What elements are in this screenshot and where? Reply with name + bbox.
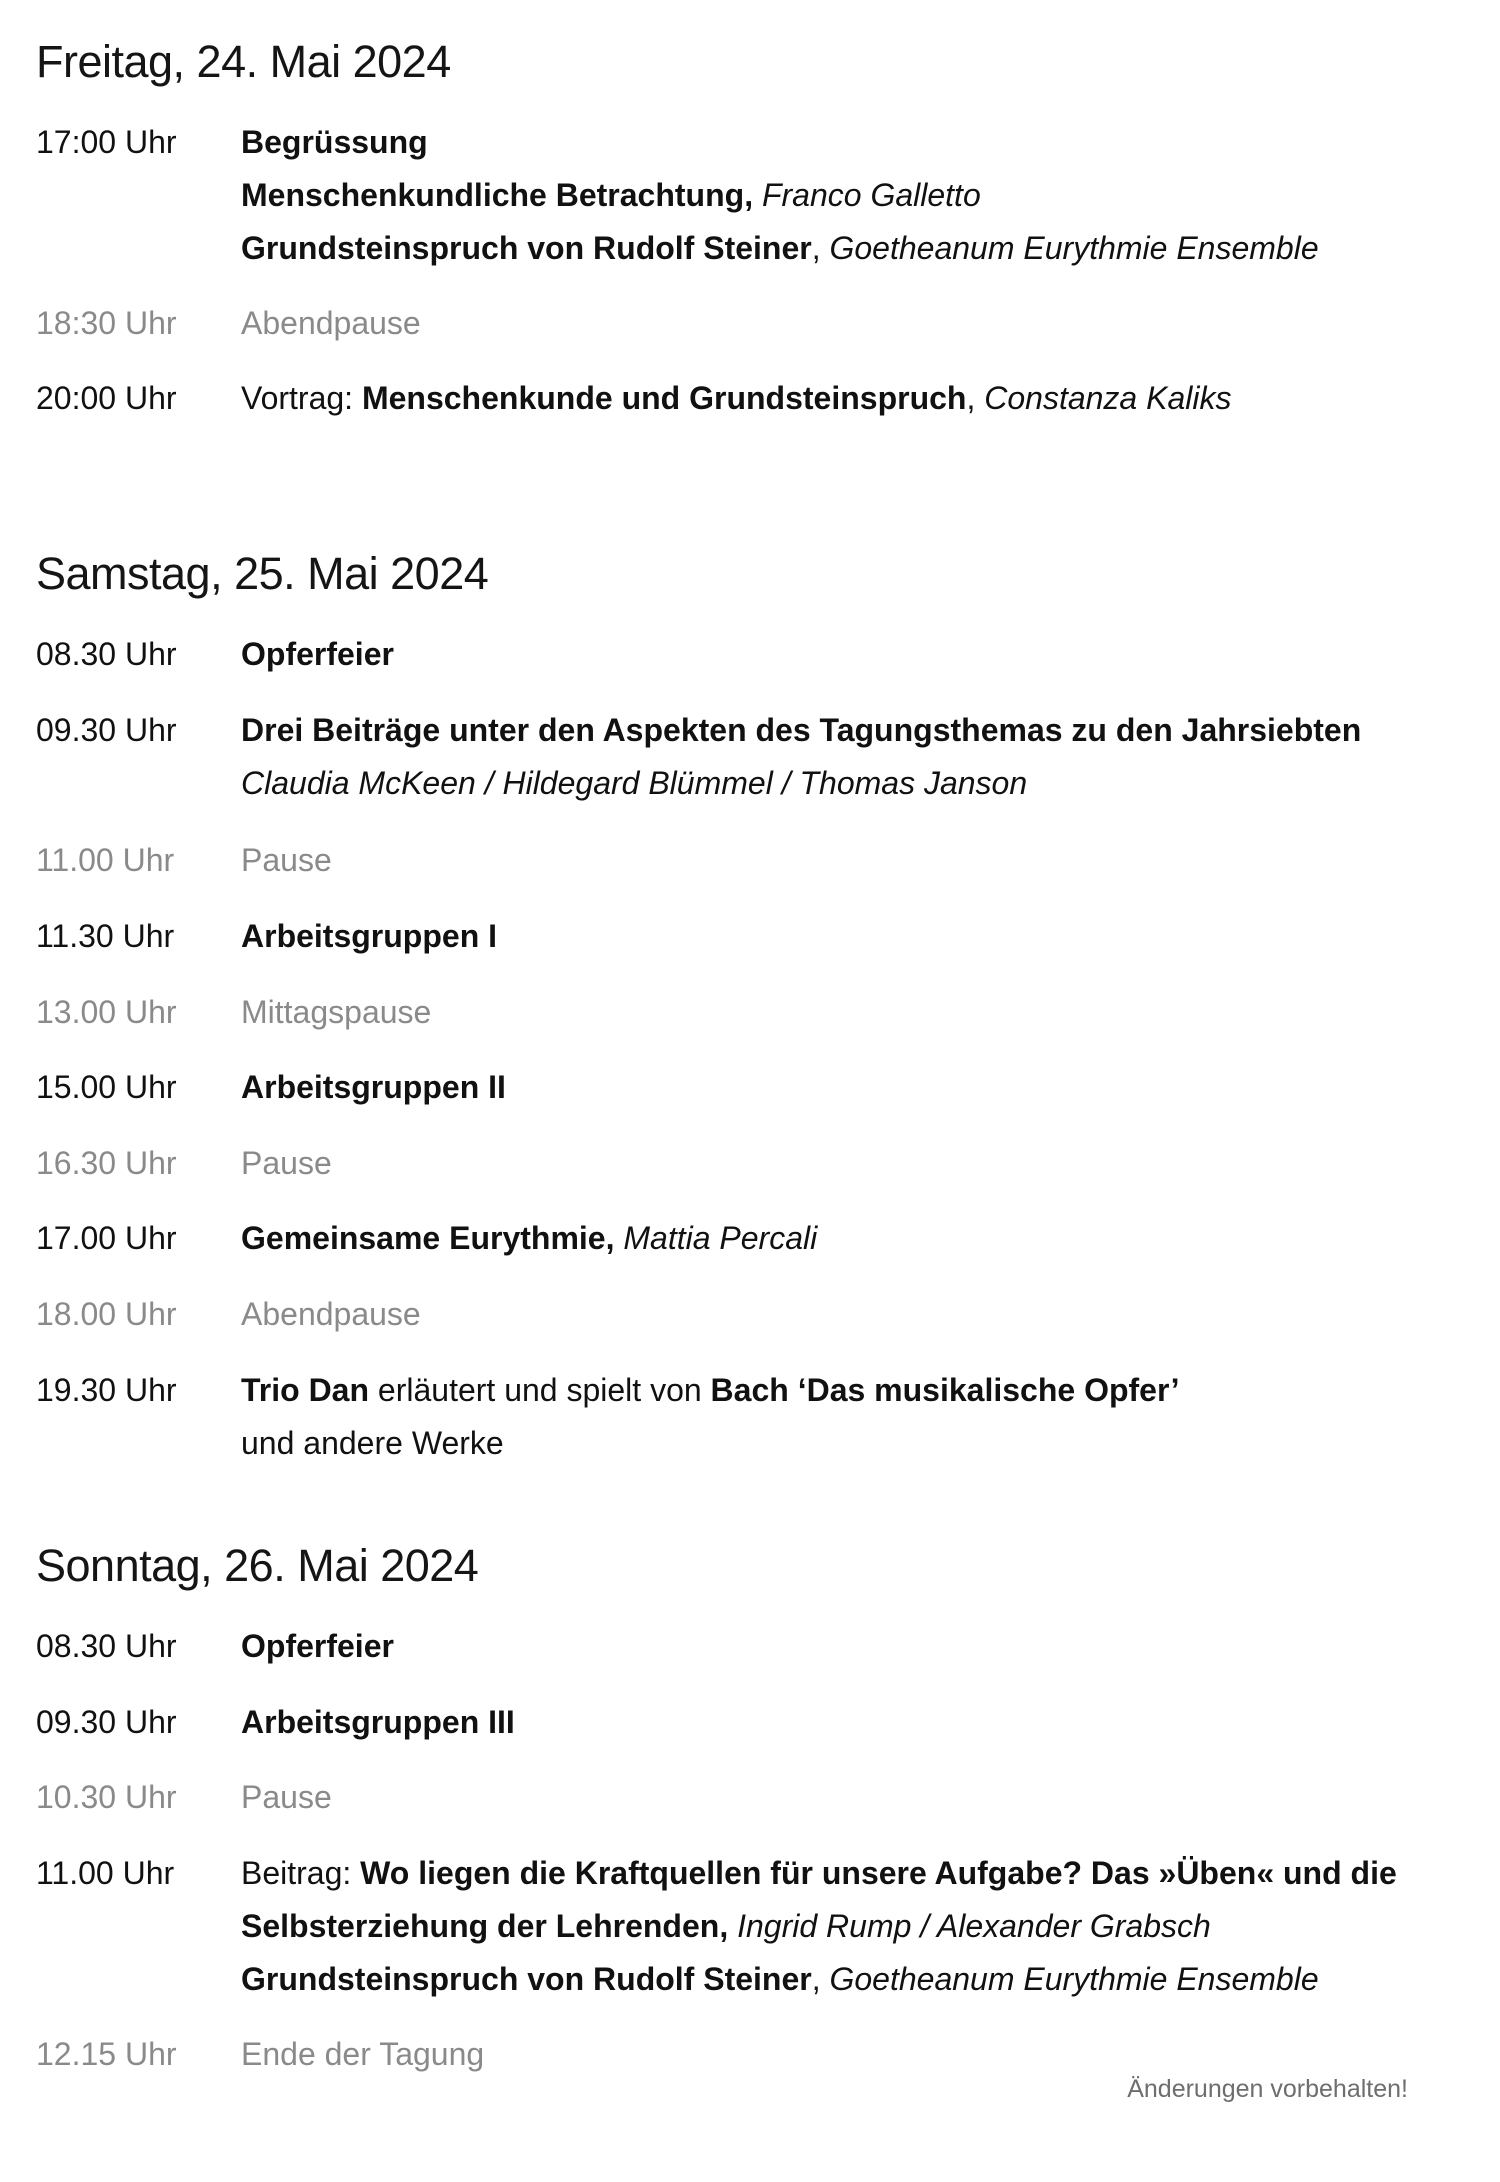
separator: , (811, 1961, 830, 1997)
schedule-row (36, 1847, 1460, 2006)
time-label: 09.30 Uhr (36, 1704, 177, 1740)
performer-name: Goetheanum Eurythmie Ensemble (829, 1961, 1319, 1997)
session-description (241, 1847, 1460, 2006)
session-type: Beitrag: (241, 1855, 361, 1891)
time-label: 18.00 Uhr (36, 1296, 177, 1332)
speaker-name: Franco Galletto (753, 177, 981, 213)
work-title: Bach ‘Das musikalische Opfer’ (710, 1372, 1180, 1408)
break-label: Pause (241, 1145, 332, 1181)
separator: , (966, 380, 985, 416)
time-label: 11.00 Uhr (36, 842, 175, 878)
break-label: Pause (241, 1779, 332, 1815)
break-label: Abendpause (241, 305, 421, 341)
schedule-row (36, 1620, 1460, 1673)
speaker-name: Constanza Kaliks (984, 380, 1232, 416)
time-label: 17.00 Uhr (36, 1220, 177, 1256)
session-title: Grundsteinspruch von Rudolf Steiner (241, 230, 812, 266)
session-description (241, 116, 1460, 275)
session-title: Arbeitsgruppen I (241, 918, 498, 954)
session-title: Drei Beiträge unter den Aspekten des Tagungsthemas zu den Jahrsiebten (241, 712, 1362, 748)
break-label: Mittagspause (241, 994, 432, 1030)
speaker-name: Ingrid Rump / Alexander Grabsch (728, 1908, 1211, 1944)
day-heading-friday: Freitag, 24. Mai 2024 (36, 36, 451, 87)
schedule-row (36, 116, 1460, 275)
session-description (241, 1212, 1460, 1265)
time-label: 10.30 Uhr (36, 1779, 177, 1815)
speaker-names: Claudia McKeen / Hildegard Blümmel / Thomas Janson (241, 765, 1028, 801)
session-description (241, 704, 1460, 810)
separator: , (811, 230, 830, 266)
session-title: Begrüssung (241, 124, 428, 160)
time-label: 12.15 Uhr (36, 2036, 177, 2072)
break-label: Abendpause (241, 1296, 421, 1332)
session-text: erläutert und spielt von (369, 1372, 711, 1408)
speaker-name: Mattia Percali (614, 1220, 818, 1256)
schedule-row (36, 1061, 1460, 1114)
session-text: und andere Werke (241, 1425, 504, 1461)
schedule-row-break (36, 986, 1460, 1039)
session-type: Vortrag: (241, 380, 362, 416)
schedule-row (36, 1212, 1460, 1265)
time-label: 16.30 Uhr (36, 1145, 177, 1181)
schedule-row (36, 372, 1460, 425)
schedule-row-break (36, 1288, 1460, 1341)
session-title: Wo liegen die Kraftquellen für unsere Aufgabe? Das »Üben« und die (360, 1855, 1397, 1891)
time-label: 08.30 Uhr (36, 1628, 177, 1664)
break-label: Pause (241, 842, 332, 878)
time-label: 08.30 Uhr (36, 636, 177, 672)
session-title: Menschenkunde und Grundsteinspruch (361, 380, 967, 416)
footer-note: Änderungen vorbehalten! (1127, 2075, 1408, 2103)
time-label: 15.00 Uhr (36, 1069, 177, 1105)
schedule-row (36, 628, 1460, 681)
day-heading-saturday: Samstag, 25. Mai 2024 (36, 548, 489, 599)
session-title: Opferfeier (241, 1628, 394, 1664)
session-title: Menschenkundliche Betrachtung, (241, 177, 754, 213)
session-description (241, 1364, 1460, 1470)
session-title: Opferfeier (241, 636, 394, 672)
performer-name: Goetheanum Eurythmie Ensemble (829, 230, 1319, 266)
end-label: Ende der Tagung (241, 2036, 485, 2072)
time-label: 20:00 Uhr (36, 380, 177, 416)
time-label: 17:00 Uhr (36, 124, 177, 160)
session-description (241, 372, 1460, 425)
schedule-row-break (36, 834, 1460, 887)
day-heading-sunday: Sonntag, 26. Mai 2024 (36, 1540, 479, 1591)
schedule-row-break (36, 1137, 1460, 1190)
schedule-row-break (36, 1771, 1460, 1824)
session-title: Gemeinsame Eurythmie, (241, 1220, 615, 1256)
session-title: Arbeitsgruppen II (241, 1069, 506, 1105)
time-label: 19.30 Uhr (36, 1372, 177, 1408)
time-label: 09.30 Uhr (36, 712, 177, 748)
time-label: 13.00 Uhr (36, 994, 177, 1030)
schedule-row-break (36, 297, 1460, 350)
schedule-row (36, 1696, 1460, 1749)
session-title: Selbsterziehung der Lehrenden, (241, 1908, 729, 1944)
schedule-row-break (36, 2028, 1460, 2081)
schedule-row (36, 1364, 1460, 1470)
time-label: 18:30 Uhr (36, 305, 177, 341)
time-label: 11.30 Uhr (36, 918, 175, 954)
time-label: 11.00 Uhr (36, 1855, 175, 1891)
session-title: Arbeitsgruppen III (241, 1704, 515, 1740)
performer-name: Trio Dan (241, 1372, 370, 1408)
schedule-row (36, 704, 1460, 810)
session-title: Grundsteinspruch von Rudolf Steiner (241, 1961, 812, 1997)
schedule-row (36, 910, 1460, 963)
